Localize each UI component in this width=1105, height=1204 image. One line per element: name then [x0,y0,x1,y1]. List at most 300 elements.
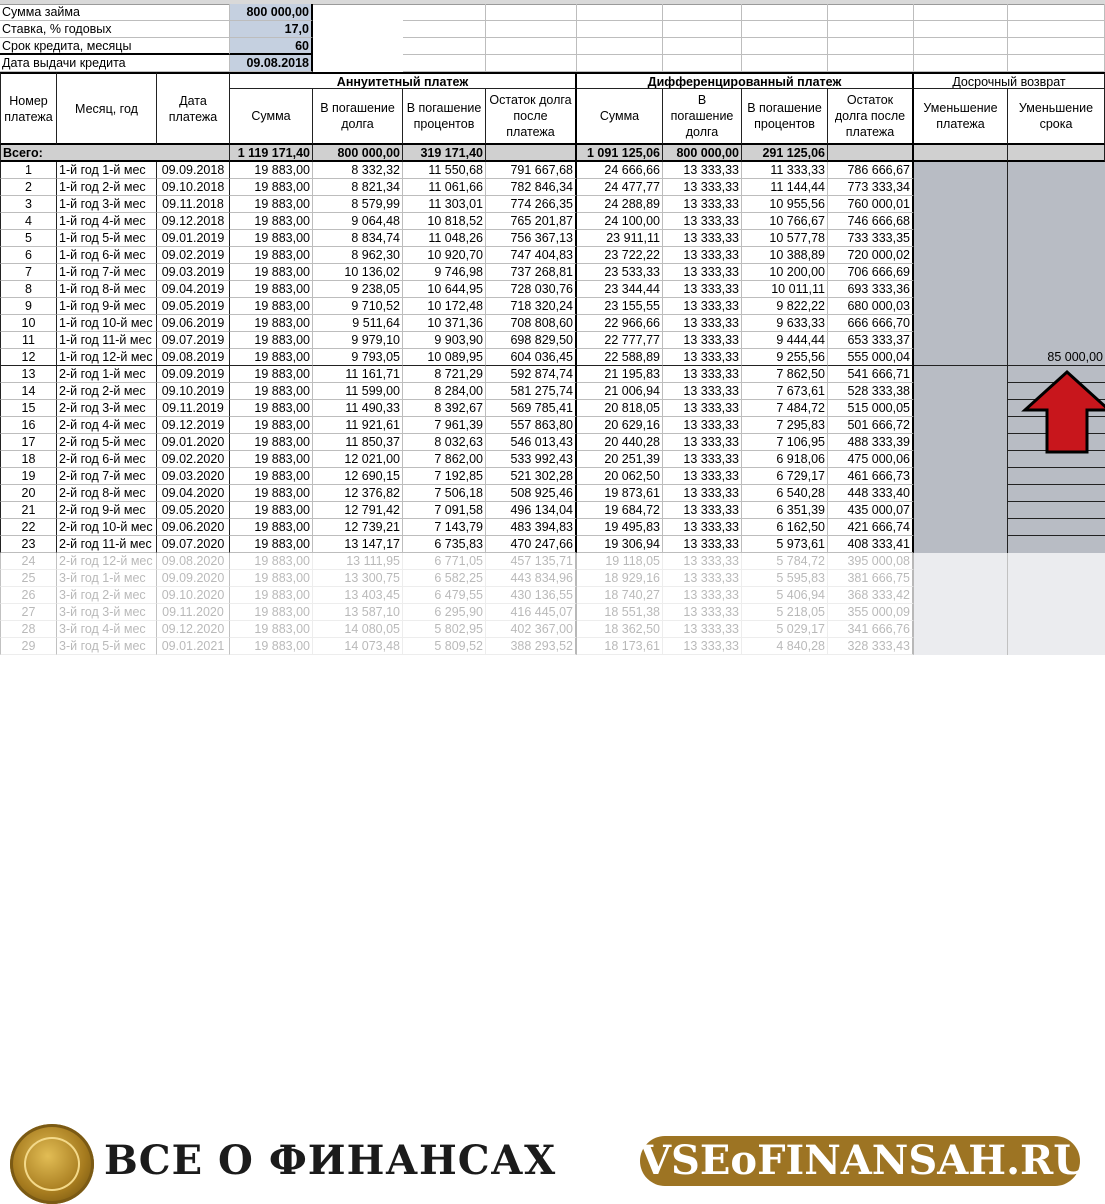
table-cell[interactable]: 09.04.2020 [157,485,230,502]
table-cell[interactable]: 23 155,55 [577,298,663,315]
early-reduce-payment-cell[interactable] [914,264,1008,281]
table-cell[interactable]: 2-й год 8-й мес [57,485,157,502]
table-cell[interactable]: 09.12.2018 [157,213,230,230]
empty-cell[interactable] [742,38,828,55]
empty-cell[interactable] [663,38,742,55]
table-cell[interactable]: 737 268,81 [486,264,577,281]
table-cell[interactable]: 8 332,32 [313,162,403,179]
table-cell[interactable]: 9 255,56 [742,349,828,366]
table-cell[interactable]: 11 599,00 [313,383,403,400]
totals-label[interactable]: Всего: [0,145,230,162]
early-reduce-term-cell[interactable] [1008,536,1105,553]
table-cell[interactable]: 1-й год 6-й мес [57,247,157,264]
early-reduce-term-cell[interactable] [1008,281,1105,298]
param-value[interactable]: 09.08.2018 [230,55,313,72]
early-reduce-payment-cell[interactable] [914,519,1008,536]
table-cell[interactable]: 19 883,00 [230,315,313,332]
early-reduce-term-cell[interactable] [1008,298,1105,315]
table-cell[interactable]: 7 862,00 [403,451,486,468]
header-reduce-payment[interactable]: Уменьшение платежа [914,89,1008,145]
table-cell[interactable]: 7 106,95 [742,434,828,451]
header-reduce-term[interactable]: Уменьшение срока [1008,89,1105,145]
table-cell[interactable]: 13 333,33 [663,332,742,349]
header-early-group[interactable]: Досрочный возврат [914,72,1105,89]
table-cell[interactable]: 8 579,99 [313,196,403,213]
table-cell[interactable]: 19 883,00 [230,349,313,366]
early-reduce-term-cell[interactable] [1008,264,1105,281]
table-cell[interactable]: 9 064,48 [313,213,403,230]
table-cell[interactable]: 09.01.2019 [157,230,230,247]
early-reduce-term-cell[interactable] [1008,502,1105,519]
early-reduce-payment-cell[interactable] [914,230,1008,247]
table-cell[interactable]: 408 333,41 [828,536,914,553]
table-cell[interactable]: 693 333,36 [828,281,914,298]
table-cell[interactable]: 546 013,43 [486,434,577,451]
header-diff-interest[interactable]: В погашение процентов [742,89,828,145]
table-cell[interactable]: 13 333,33 [663,349,742,366]
table-cell[interactable]: 10 955,56 [742,196,828,213]
empty-cell[interactable] [486,4,577,21]
table-cell[interactable]: 760 000,01 [828,196,914,213]
early-reduce-payment-cell[interactable] [914,196,1008,213]
table-cell[interactable]: 19 883,00 [230,451,313,468]
table-cell[interactable]: 13 [0,366,57,383]
table-cell[interactable]: 6 351,39 [742,502,828,519]
totals-empty[interactable] [1008,145,1105,162]
table-cell[interactable]: 1-й год 9-й мес [57,298,157,315]
table-cell[interactable]: 10 200,00 [742,264,828,281]
table-cell[interactable]: 20 251,39 [577,451,663,468]
table-cell[interactable]: 09.06.2020 [157,519,230,536]
table-cell[interactable]: 11 303,01 [403,196,486,213]
table-cell[interactable]: 9 444,44 [742,332,828,349]
table-cell[interactable]: 515 000,05 [828,400,914,417]
table-cell[interactable]: 13 333,33 [663,179,742,196]
table-cell[interactable]: 680 000,03 [828,298,914,315]
table-cell[interactable]: 8 821,34 [313,179,403,196]
table-cell[interactable]: 1-й год 2-й мес [57,179,157,196]
table-cell[interactable]: 1-й год 3-й мес [57,196,157,213]
table-cell[interactable]: 19 873,61 [577,485,663,502]
table-cell[interactable]: 24 477,77 [577,179,663,196]
empty-cell[interactable] [742,21,828,38]
table-cell[interactable]: 11 144,44 [742,179,828,196]
table-cell[interactable]: 19 883,00 [230,519,313,536]
early-reduce-payment-cell[interactable] [914,298,1008,315]
table-cell[interactable]: 09.07.2020 [157,536,230,553]
table-cell[interactable]: 20 440,28 [577,434,663,451]
header-sum[interactable]: Сумма [230,89,313,145]
table-cell[interactable]: 23 344,44 [577,281,663,298]
table-cell[interactable]: 569 785,41 [486,400,577,417]
totals-diff-principal[interactable]: 800 000,00 [663,145,742,162]
early-reduce-payment-cell[interactable] [914,281,1008,298]
empty-cell[interactable] [1008,38,1105,55]
table-cell[interactable]: 9 979,10 [313,332,403,349]
empty-cell[interactable] [914,4,1008,21]
early-reduce-payment-cell[interactable] [914,213,1008,230]
table-cell[interactable]: 09.02.2020 [157,451,230,468]
table-cell[interactable]: 13 333,33 [663,298,742,315]
table-cell[interactable]: 09.01.2020 [157,434,230,451]
table-cell[interactable]: 19 684,72 [577,502,663,519]
empty-cell[interactable] [742,4,828,21]
early-reduce-term-cell[interactable] [1008,332,1105,349]
empty-cell[interactable] [577,4,663,21]
table-cell[interactable]: 1-й год 12-й мес [57,349,157,366]
table-cell[interactable]: 19 883,00 [230,264,313,281]
table-cell[interactable]: 6 918,06 [742,451,828,468]
table-cell[interactable]: 6 729,17 [742,468,828,485]
table-cell[interactable]: 11 550,68 [403,162,486,179]
table-cell[interactable]: 19 883,00 [230,179,313,196]
table-cell[interactable]: 09.04.2019 [157,281,230,298]
table-cell[interactable]: 2-й год 1-й мес [57,366,157,383]
empty-cell[interactable] [403,55,486,72]
table-cell[interactable]: 10 089,95 [403,349,486,366]
table-cell[interactable]: 3 [0,196,57,213]
table-cell[interactable]: 488 333,39 [828,434,914,451]
table-cell[interactable]: 698 829,50 [486,332,577,349]
param-value[interactable]: 60 [230,38,313,55]
empty-cell[interactable] [742,55,828,72]
table-cell[interactable]: 470 247,66 [486,536,577,553]
table-cell[interactable]: 2-й год 5-й мес [57,434,157,451]
early-reduce-payment-cell[interactable] [914,332,1008,349]
totals-ann-interest[interactable]: 319 171,40 [403,145,486,162]
early-reduce-payment-cell[interactable] [914,383,1008,400]
empty-cell[interactable] [914,38,1008,55]
table-cell[interactable]: 10 136,02 [313,264,403,281]
table-cell[interactable]: 9 [0,298,57,315]
table-cell[interactable]: 10 388,89 [742,247,828,264]
table-cell[interactable]: 1-й год 4-й мес [57,213,157,230]
table-cell[interactable]: 13 333,33 [663,315,742,332]
table-cell[interactable]: 435 000,07 [828,502,914,519]
param-label[interactable]: Срок кредита, месяцы [0,38,230,55]
empty-cell[interactable] [828,38,914,55]
table-cell[interactable]: 1-й год 11-й мес [57,332,157,349]
table-cell[interactable]: 521 302,28 [486,468,577,485]
empty-cell[interactable] [577,38,663,55]
table-cell[interactable]: 16 [0,417,57,434]
table-cell[interactable]: 1 [0,162,57,179]
table-cell[interactable]: 11 921,61 [313,417,403,434]
early-reduce-payment-cell[interactable] [914,434,1008,451]
totals-diff-interest[interactable]: 291 125,06 [742,145,828,162]
table-cell[interactable]: 9 238,05 [313,281,403,298]
table-cell[interactable]: 786 666,67 [828,162,914,179]
table-cell[interactable]: 1-й год 10-й мес [57,315,157,332]
table-cell[interactable]: 7 961,39 [403,417,486,434]
table-cell[interactable]: 541 666,71 [828,366,914,383]
table-cell[interactable]: 13 333,33 [663,366,742,383]
table-cell[interactable]: 13 333,33 [663,213,742,230]
table-cell[interactable]: 6 540,28 [742,485,828,502]
table-cell[interactable]: 23 911,11 [577,230,663,247]
empty-cell[interactable] [914,55,1008,72]
empty-cell[interactable] [577,21,663,38]
early-reduce-term-cell[interactable] [1008,519,1105,536]
table-cell[interactable]: 10 818,52 [403,213,486,230]
totals-empty[interactable] [828,145,914,162]
table-cell[interactable]: 5 [0,230,57,247]
early-reduce-term-cell[interactable] [1008,162,1105,179]
table-cell[interactable]: 720 000,02 [828,247,914,264]
table-cell[interactable]: 9 746,98 [403,264,486,281]
table-cell[interactable]: 11 850,37 [313,434,403,451]
table-cell[interactable]: 09.08.2019 [157,349,230,366]
table-cell[interactable]: 10 [0,315,57,332]
table-cell[interactable]: 21 195,83 [577,366,663,383]
table-cell[interactable]: 19 883,00 [230,383,313,400]
table-cell[interactable]: 4 [0,213,57,230]
table-cell[interactable]: 8 834,74 [313,230,403,247]
early-reduce-payment-cell[interactable] [914,315,1008,332]
table-cell[interactable]: 653 333,37 [828,332,914,349]
empty-cell[interactable] [828,4,914,21]
table-cell[interactable]: 10 577,78 [742,230,828,247]
table-cell[interactable]: 13 333,33 [663,162,742,179]
empty-cell[interactable] [486,55,577,72]
table-cell[interactable]: 19 883,00 [230,162,313,179]
table-cell[interactable]: 9 793,05 [313,349,403,366]
table-cell[interactable]: 774 266,35 [486,196,577,213]
table-cell[interactable]: 604 036,45 [486,349,577,366]
table-cell[interactable]: 7 091,58 [403,502,486,519]
table-cell[interactable]: 528 333,38 [828,383,914,400]
table-cell[interactable]: 15 [0,400,57,417]
empty-cell[interactable] [486,21,577,38]
table-cell[interactable]: 2-й год 4-й мес [57,417,157,434]
table-cell[interactable]: 483 394,83 [486,519,577,536]
table-cell[interactable]: 19 883,00 [230,400,313,417]
table-cell[interactable]: 11 490,33 [313,400,403,417]
table-cell[interactable]: 8 284,00 [403,383,486,400]
table-cell[interactable]: 10 644,95 [403,281,486,298]
table-cell[interactable]: 7 673,61 [742,383,828,400]
early-reduce-payment-cell[interactable] [914,468,1008,485]
table-cell[interactable]: 09.11.2019 [157,400,230,417]
table-cell[interactable]: 19 883,00 [230,417,313,434]
empty-cell[interactable] [663,4,742,21]
table-cell[interactable]: 1-й год 1-й мес [57,162,157,179]
early-reduce-payment-cell[interactable] [914,366,1008,383]
empty-cell[interactable] [403,38,486,55]
empty-cell[interactable] [828,55,914,72]
table-cell[interactable]: 448 333,40 [828,485,914,502]
table-cell[interactable]: 756 367,13 [486,230,577,247]
table-cell[interactable]: 496 134,04 [486,502,577,519]
totals-empty[interactable] [914,145,1008,162]
table-cell[interactable]: 10 766,67 [742,213,828,230]
header-diff-principal[interactable]: В погашение долга [663,89,742,145]
table-cell[interactable]: 22 966,66 [577,315,663,332]
table-cell[interactable]: 10 011,11 [742,281,828,298]
table-cell[interactable]: 11 [0,332,57,349]
table-cell[interactable]: 13 333,33 [663,400,742,417]
table-cell[interactable]: 21 [0,502,57,519]
table-cell[interactable]: 11 161,71 [313,366,403,383]
table-cell[interactable]: 10 172,48 [403,298,486,315]
table-cell[interactable]: 12 739,21 [313,519,403,536]
table-cell[interactable]: 13 333,33 [663,502,742,519]
header-interest[interactable]: В погашение процентов [403,89,486,145]
table-cell[interactable]: 7 506,18 [403,485,486,502]
table-cell[interactable]: 7 192,85 [403,468,486,485]
table-cell[interactable]: 12 021,00 [313,451,403,468]
table-cell[interactable]: 19 883,00 [230,281,313,298]
table-cell[interactable]: 19 883,00 [230,485,313,502]
table-cell[interactable]: 8 032,63 [403,434,486,451]
empty-cell[interactable] [1008,4,1105,21]
table-cell[interactable]: 23 722,22 [577,247,663,264]
empty-cell[interactable] [914,21,1008,38]
table-cell[interactable]: 13 333,33 [663,536,742,553]
table-cell[interactable]: 782 846,34 [486,179,577,196]
table-cell[interactable]: 11 061,66 [403,179,486,196]
table-cell[interactable]: 746 666,68 [828,213,914,230]
early-reduce-payment-cell[interactable] [914,451,1008,468]
early-reduce-term-cell[interactable] [1008,179,1105,196]
table-cell[interactable]: 765 201,87 [486,213,577,230]
table-cell[interactable]: 19 883,00 [230,366,313,383]
table-cell[interactable]: 508 925,46 [486,485,577,502]
table-cell[interactable]: 747 404,83 [486,247,577,264]
table-cell[interactable]: 12 [0,349,57,366]
table-cell[interactable]: 12 791,42 [313,502,403,519]
early-reduce-term-cell[interactable] [1008,213,1105,230]
table-cell[interactable]: 22 [0,519,57,536]
empty-cell[interactable] [403,4,486,21]
table-cell[interactable]: 11 048,26 [403,230,486,247]
early-reduce-payment-cell[interactable] [914,417,1008,434]
table-cell[interactable]: 718 320,24 [486,298,577,315]
table-cell[interactable]: 708 808,60 [486,315,577,332]
totals-ann-principal[interactable]: 800 000,00 [313,145,403,162]
table-cell[interactable]: 13 333,33 [663,485,742,502]
table-cell[interactable]: 9 710,52 [313,298,403,315]
table-cell[interactable]: 17 [0,434,57,451]
table-cell[interactable]: 24 100,00 [577,213,663,230]
early-reduce-payment-cell[interactable] [914,502,1008,519]
table-cell[interactable]: 6 735,83 [403,536,486,553]
table-cell[interactable]: 09.03.2019 [157,264,230,281]
table-cell[interactable]: 19 [0,468,57,485]
table-cell[interactable]: 533 992,43 [486,451,577,468]
table-cell[interactable]: 13 333,33 [663,383,742,400]
header-annuity-group[interactable]: Аннуитетный платеж [230,72,577,89]
table-cell[interactable]: 1-й год 7-й мес [57,264,157,281]
totals-diff-sum[interactable]: 1 091 125,06 [577,145,663,162]
table-cell[interactable]: 1-й год 8-й мес [57,281,157,298]
table-cell[interactable]: 24 666,66 [577,162,663,179]
param-value[interactable]: 17,0 [230,21,313,38]
table-cell[interactable]: 09.09.2019 [157,366,230,383]
early-reduce-term-cell[interactable] [1008,230,1105,247]
table-cell[interactable]: 19 495,83 [577,519,663,536]
table-cell[interactable]: 421 666,74 [828,519,914,536]
table-cell[interactable]: 09.12.2019 [157,417,230,434]
table-cell[interactable]: 8 962,30 [313,247,403,264]
table-cell[interactable]: 20 629,16 [577,417,663,434]
table-cell[interactable]: 09.03.2020 [157,468,230,485]
table-cell[interactable]: 19 883,00 [230,298,313,315]
table-cell[interactable]: 23 [0,536,57,553]
table-cell[interactable]: 773 333,34 [828,179,914,196]
table-cell[interactable]: 9 903,90 [403,332,486,349]
table-cell[interactable]: 9 822,22 [742,298,828,315]
table-cell[interactable]: 09.05.2020 [157,502,230,519]
table-cell[interactable]: 2-й год 9-й мес [57,502,157,519]
header-date[interactable]: Дата платежа [157,72,230,145]
table-cell[interactable]: 19 883,00 [230,230,313,247]
table-cell[interactable]: 8 [0,281,57,298]
table-cell[interactable]: 09.09.2018 [157,162,230,179]
table-cell[interactable]: 7 862,50 [742,366,828,383]
table-cell[interactable]: 13 147,17 [313,536,403,553]
early-repayment-amount[interactable]: 85 000,00 [1008,349,1105,366]
table-cell[interactable]: 12 376,82 [313,485,403,502]
table-cell[interactable]: 20 [0,485,57,502]
table-cell[interactable]: 555 000,04 [828,349,914,366]
early-reduce-payment-cell[interactable] [914,536,1008,553]
table-cell[interactable]: 19 883,00 [230,196,313,213]
table-cell[interactable]: 9 633,33 [742,315,828,332]
table-cell[interactable]: 09.06.2019 [157,315,230,332]
table-cell[interactable]: 7 143,79 [403,519,486,536]
table-cell[interactable]: 6 162,50 [742,519,828,536]
early-reduce-payment-cell[interactable] [914,247,1008,264]
table-cell[interactable]: 09.11.2018 [157,196,230,213]
empty-cell[interactable] [663,55,742,72]
table-cell[interactable]: 581 275,74 [486,383,577,400]
table-cell[interactable]: 13 333,33 [663,417,742,434]
header-diff-balance[interactable]: Остаток долга после платежа [828,89,914,145]
header-num[interactable]: Номер платежа [0,72,57,145]
param-label[interactable]: Дата выдачи кредита [0,55,230,72]
empty-cell[interactable] [663,21,742,38]
table-cell[interactable]: 23 533,33 [577,264,663,281]
empty-cell[interactable] [486,38,577,55]
table-cell[interactable]: 19 883,00 [230,247,313,264]
table-cell[interactable]: 733 333,35 [828,230,914,247]
table-cell[interactable]: 2-й год 2-й мес [57,383,157,400]
table-cell[interactable]: 10 371,36 [403,315,486,332]
table-cell[interactable]: 13 333,33 [663,264,742,281]
table-cell[interactable]: 11 333,33 [742,162,828,179]
table-cell[interactable]: 8 721,29 [403,366,486,383]
empty-cell[interactable] [577,55,663,72]
table-cell[interactable]: 706 666,69 [828,264,914,281]
early-reduce-payment-cell[interactable] [914,400,1008,417]
table-cell[interactable]: 14 [0,383,57,400]
table-cell[interactable]: 2 [0,179,57,196]
param-value[interactable]: 800 000,00 [230,4,313,21]
table-cell[interactable]: 13 333,33 [663,196,742,213]
table-cell[interactable]: 7 484,72 [742,400,828,417]
table-cell[interactable]: 501 666,72 [828,417,914,434]
table-cell[interactable]: 13 333,33 [663,519,742,536]
header-month-year[interactable]: Месяц, год [57,72,157,145]
table-cell[interactable]: 2-й год 7-й мес [57,468,157,485]
early-reduce-term-cell[interactable] [1008,196,1105,213]
table-cell[interactable]: 728 030,76 [486,281,577,298]
table-cell[interactable]: 19 883,00 [230,468,313,485]
early-reduce-term-cell[interactable] [1008,468,1105,485]
table-cell[interactable]: 2-й год 3-й мес [57,400,157,417]
table-cell[interactable]: 09.05.2019 [157,298,230,315]
